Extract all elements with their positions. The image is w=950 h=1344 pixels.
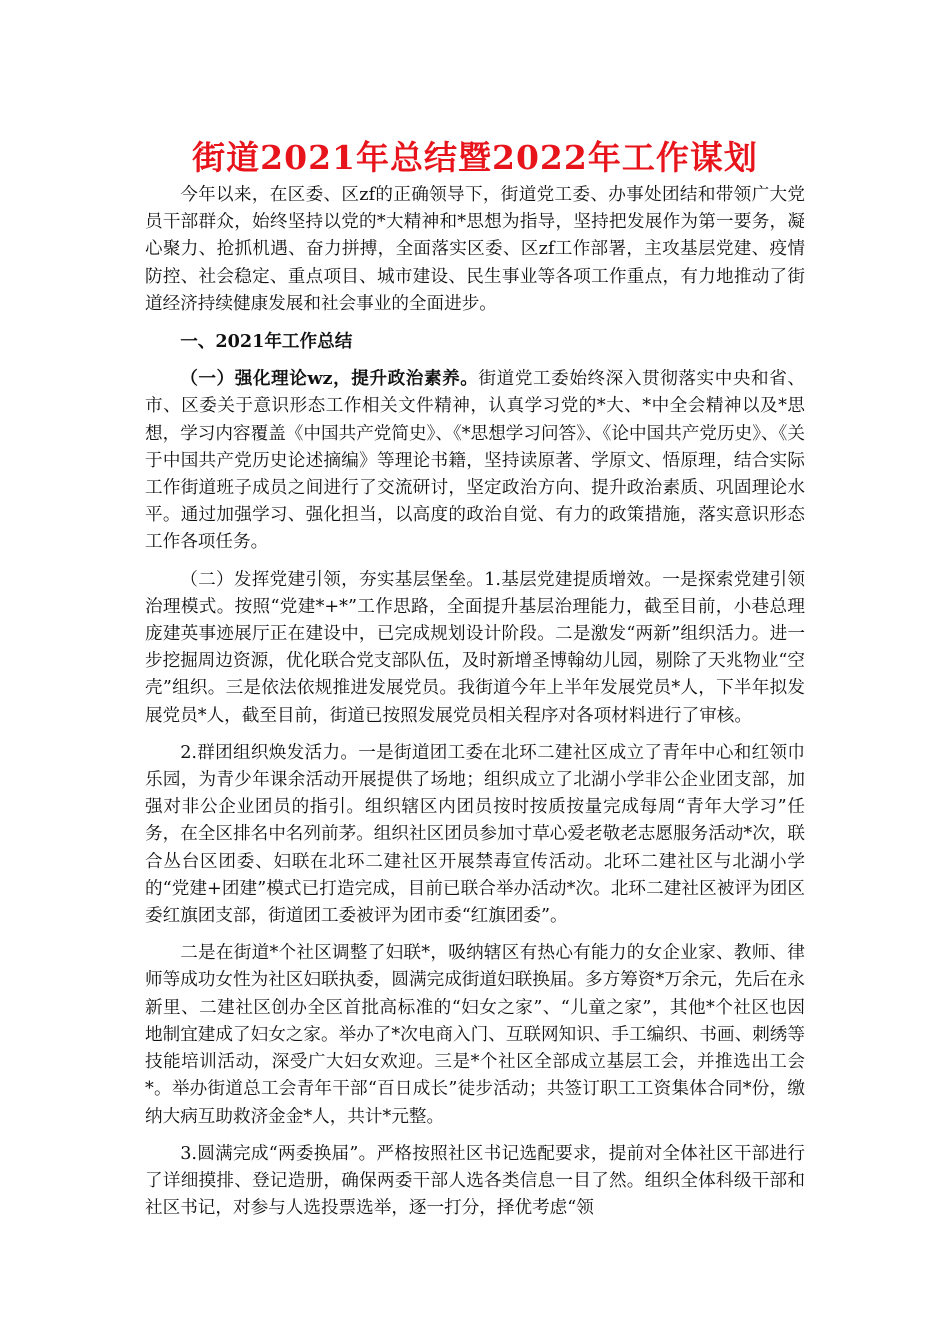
paragraph-womens-federation: 二是在街道*个社区调整了妇联*，吸纳辖区有热心有能力的女企业家、教师、律师等成功女性为社区妇联执委，圆满完成街道妇联换届。多方筹资*万余元，先后在永新里、二建社区创办全区首批高标准的“妇女之家”、“儿童之家”，其他*个社区也因地制宜建成了妇女之家。举办了*次电商入门、互联网知识、手工编织、书画、刺绣等技能培训活动，深受广大妇女欢迎。三是*个社区全部成立基层工会，并推选出工会*。举办街道总工会青年干部“百日成长”徒步活动；共签订职工工资集体合同*份，缴纳大病互助救济金金*人，共计*元整。	[145, 943, 805, 1127]
document-title: 街道2021年总结暨2022年工作谋划	[192, 138, 758, 177]
paragraph-committee-election: 3.圆满完成“两委换届”。严格按照社区书记选配要求，提前对全体社区干部进行了详细摸排、登记造册，确保两委干部人选各类信息一目了然。组织全体科级干部和社区书记，对参与人选投票选举，逐一打分，择优考虑“领	[145, 1143, 805, 1219]
paragraph-party-building: （二）发挥党建引领，夯实基层堡垒。1.基层党建提质增效。一是探索党建引领治理模式。按照“党建*+*”工作思路，全面提升基层治理能力，截至目前，小巷总理庞建英事迹展厅正在建设中，已完成规划设计阶段。二是激发“两新”组织活力。进一步挖掘周边资源，优化联合党支部队伍，及时新增圣博翰幼儿园，剔除了天兆物业“空壳”组织。三是依法依规推进发展党员。我街道今年上半年发展党员*人，下半年拟发展党员*人，截至目前，街道已按照发展党员相关程序对各项材料进行了审核。	[145, 569, 805, 726]
paragraph-text: 街道党工委始终深入贯彻落实中央和省、市、区委关于意识形态工作相关文件精神，认真学习党的*大、*中全会精神以及*思想，学习内容覆盖《中国共产党简史》、《*思想学习问答》、《论中国共产党历史》、《关于中国共产党历史论述摘编》等理论书籍，坚持读原著、学原文、悟原理，结合实际工作街道班子成员之间进行了交流研讨，坚定政治方向、提升政治素质、巩固理论水平。通过加强学习、强化担当，以高度的政治自觉、有力的政策措施，落实意识形态工作各项任务。	[145, 369, 805, 553]
paragraph-lead: （一）强化理论wz，提升政治素养。	[180, 368, 479, 390]
intro-paragraph: 今年以来，在区委、区zf的正确领导下，街道党工委、办事处团结和带领广大党员干部群众，始终坚持以党的*大精神和*思想为指导，坚持把发展作为第一要务，凝心聚力、抢抓机遇、奋力拼搏，全面落实区委、区zf工作部署，主攻基层党建、疫情防控、社会稳定、重点项目、城市建设、民生事业等各项工作重点，有力地推动了街道经济持续健康发展和社会事业的全面进步。	[145, 185, 805, 314]
document-body	[145, 182, 805, 1232]
paragraph-theory-study	[145, 365, 805, 556]
paragraph-mass-organizations: 2.群团组织焕发活力。一是街道团工委在北环二建社区成立了青年中心和红领巾乐园，为青少年课余活动开展提供了场地；组织成立了北湖小学非公企业团支部，加强对非公企业团员的指引。组织辖区内团员按时按质按量完成每周“青年大学习”任务，在全区排名中名列前茅。组织社区团员参加寸草心爱老敬老志愿服务活动*次，联合丛台区团委、妇联在北环二建社区开展禁毒宣传活动。北环二建社区与北湖小学的“党建+团建”模式已打造完成，目前已联合举办活动*次。北环二建社区被评为团区委红旗团支部，街道团工委被评为团市委“红旗团委”。	[145, 742, 805, 927]
section-heading-2021-summary: 一、2021年工作总结	[180, 331, 353, 353]
